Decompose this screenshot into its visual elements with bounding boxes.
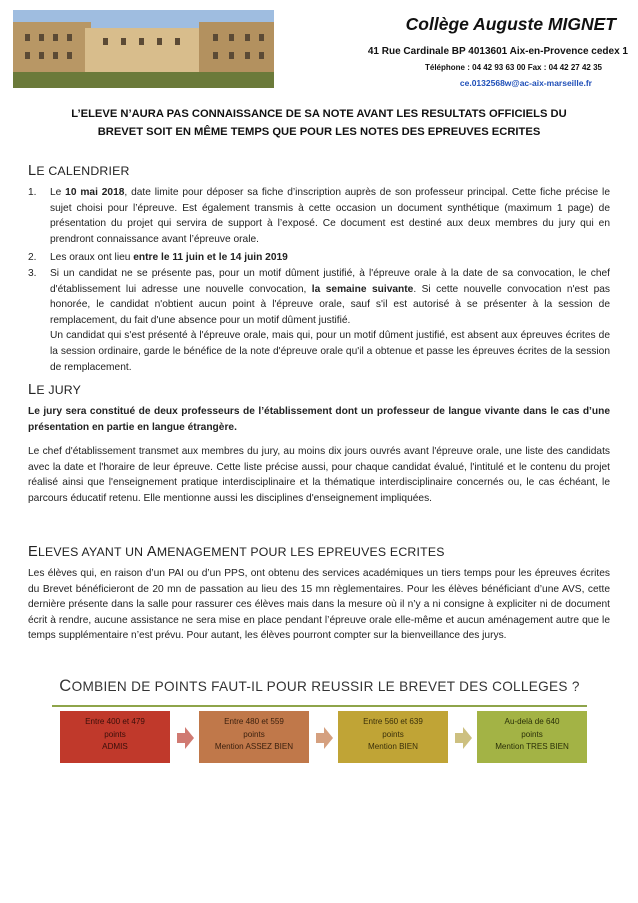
points-box-tres-bien: Au-delà de 640 points Mention TRES BIEN: [477, 711, 587, 763]
arrow-right-icon: [177, 727, 193, 749]
calendar-item: 3. Si un candidat ne se présente pas, pour un motif dûment justifié, à l'épreuve orale à la date de sa convocation, le chef d'établissement lui adresse une nouvelle convocation, la semaine suivante. Si cette nouvelle convocation n'est pas honorée, le candidat n'obtient aucun point à l'épreuve orale, sauf s'il est autorisé à se présenter à la session de remplacement, du fait d'une absence pour un motif dûment justifié. Un candidat qui s'est présenté à l'épreuve orale, mais qui, pour un motif dûment justifié, est absent aux épreuves écrites de la session ordinaire, garde le bénéfice de la note d'épreuve orale qu'il a obtenue et passe les épreuves écrites de la session de remplacement.: [28, 267, 610, 373]
results-warning: L’ELEVE N’AURA PAS CONNAISSANCE DE SA NOTE AVANT LES RESULTATS OFFICIELS DU BREVET SOIT EN MÊME TEMPS QUE POUR LES NOTES DES EPREUVES ECRITES: [71, 108, 567, 138]
points-box-admis: Entre 400 et 479 points ADMIS: [60, 711, 170, 763]
section-title-eleves: ELEVES AYANT UN AMENAGEMENT POUR LES EPREUVES ECRITES: [28, 544, 445, 560]
banner-underline: [52, 705, 587, 707]
points-box-bien: Entre 560 et 639 points Mention BIEN: [338, 711, 448, 763]
calendar-item: 2. Les oraux ont lieu entre le 11 juin et le 14 juin 2019: [28, 252, 288, 264]
arrow-right-icon: [316, 727, 332, 749]
calendar-list: [28, 185, 610, 375]
points-box-assez-bien: Entre 480 et 559 points Mention ASSEZ BIEN: [199, 711, 309, 763]
section-title-calendar: LE CALENDRIER: [28, 163, 130, 179]
school-address: 41 Rue Cardinale BP 4013601 Aix-en-Provence cedex 1: [367, 46, 628, 57]
school-photo: [13, 10, 274, 88]
school-name: Collège Auguste MIGNET: [405, 14, 616, 34]
calendar-item: 1. Le 10 mai 2018, date limite pour déposer sa fiche d’inscription auprès de son professeur principal. Cette fiche précise le sujet choisi pour l’épreuve. Est également transmis à cette occasion un document synthétique (maximum 1 page) de présentation du projet qui servira de support à l’exposé. Ce document est destiné aux deux membres du jury qui en prendront connaissance avant l’épreuve orale.: [28, 187, 610, 245]
arrow-right-icon: [455, 727, 471, 749]
school-phone: Téléphone : 04 42 93 63 00 Fax : 04 42 27 42 35: [425, 63, 602, 72]
points-banner-title: COMBIEN DE POINTS FAUT-IL POUR REUSSIR LE BREVET DES COLLEGES ?: [59, 676, 580, 695]
eleves-text: Les élèves qui, en raison d’un PAI ou d’un PPS, ont obtenu des services académiques un tiers temps pour les épreuves écrites du Brevet bénéficieront de 20 mn de passation au lieu des 15 mn règlementaires. Pour les élèves bénéficiant d’une AVS, cette dernière présente dans la salle pour rassurer ces élèves mais dans la mesure où il n’y a ni consigne à expliciter ni de document écrit à rendre, aucune assistance ne sera mise en place pendant l’épreuve orale elle-même et aucun aménagement autre que le temps supplémentaire n’est prévu. Pour autant, les élèves pourront compter sur la bienveillance des jurys.: [28, 568, 610, 642]
jury-text: Le jury sera constitué de deux professeurs de l’établissement dont un professeur de langue vivante dans le cas d’une présentation en partie en langue étrangère. Le chef d'établissement transmet aux membres du jury, au moins dix jours ouvrés avant l'épreuve orale, une liste des candidats avec la date et l'horaire de leur épreuve. Cette liste précise aussi, pour chaque candidat évalué, l'intitulé et le contenu du projet réalisé ainsi que l'enseignement pratique interdisciplinaire et la thématique interdisciplinaire concernés ou, le cas échéant, le parcours éducatif retenu. Elle mentionne aussi les disciplines d'enseignement impliquées.: [28, 406, 610, 504]
school-email-link[interactable]: ce.0132568w@ac-aix-marseille.fr: [459, 78, 592, 88]
section-title-jury: LE JURY: [28, 382, 82, 398]
